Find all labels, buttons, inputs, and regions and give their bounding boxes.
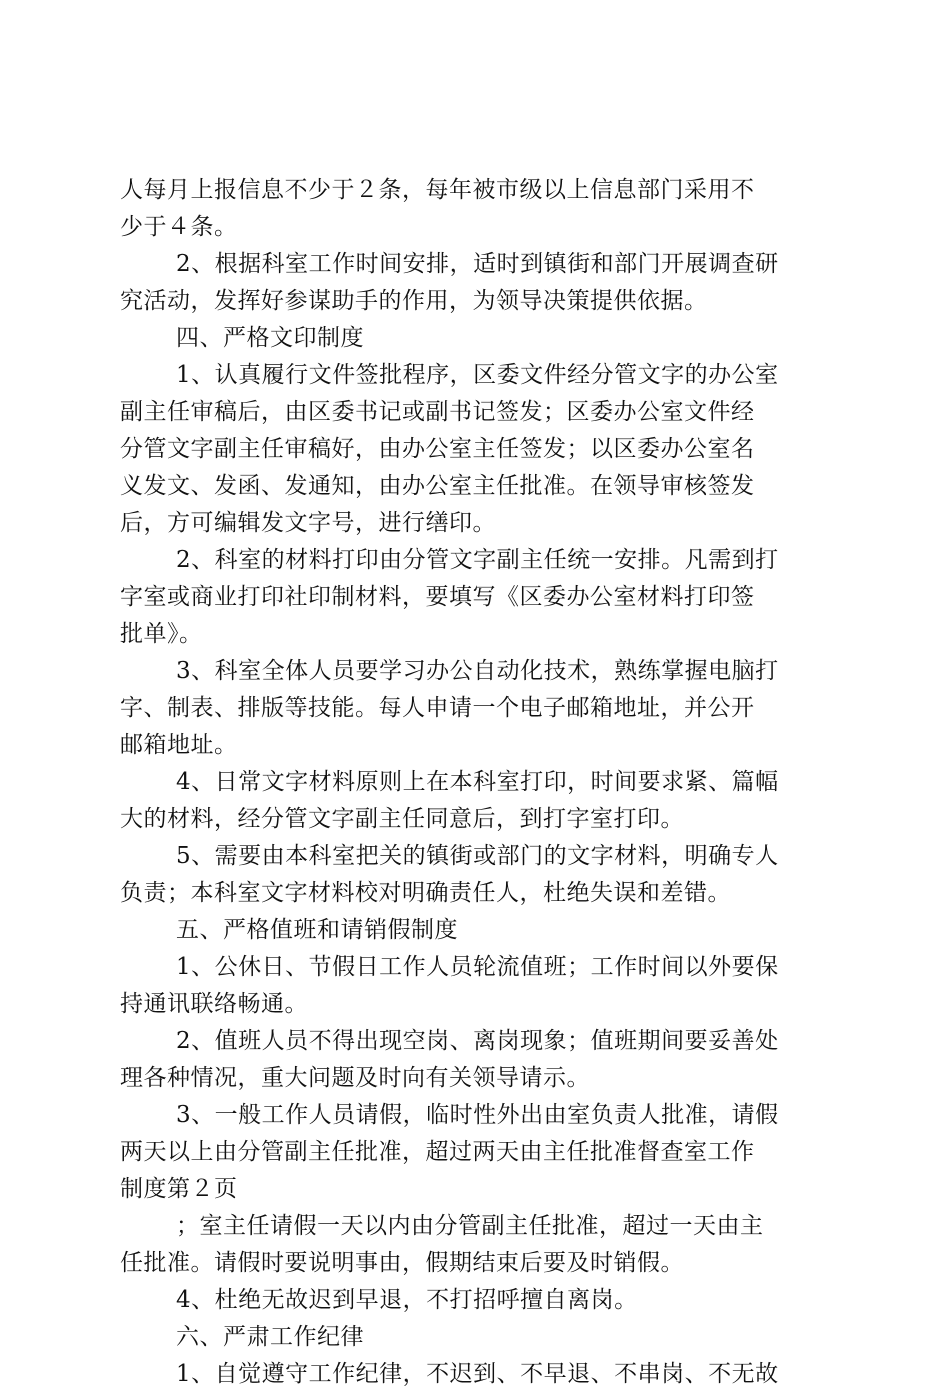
document-line: 2、根据科室工作时间安排，适时到镇街和部门开展调查研 (176, 251, 779, 277)
document-line: 1、公休日、节假日工作人员轮流值班；工作时间以外要保 (176, 954, 779, 980)
document-line: 持通讯联络畅通。 (120, 991, 308, 1017)
document-line: 五、严格值班和请销假制度 (176, 917, 458, 943)
document-line: 字室或商业打印社印制材料，要填写《区委办公室材料打印签 (120, 584, 755, 610)
document-line: 义发文、发函、发通知，由办公室主任批准。在领导审核签发 (120, 473, 755, 499)
document-line: 3、科室全体人员要学习办公自动化技术，熟练掌握电脑打 (176, 658, 779, 684)
document-line: 副主任审稿后，由区委书记或副书记签发；区委办公室文件经 (120, 399, 755, 425)
document-line: 4、杜绝无故迟到早退，不打招呼擅自离岗。 (176, 1287, 638, 1313)
document-line: 1、认真履行文件签批程序，区委文件经分管文字的办公室 (176, 362, 779, 388)
document-line: 4、日常文字材料原则上在本科室打印，时间要求紧、篇幅 (176, 769, 779, 795)
document-line: 制度第２页 (120, 1176, 238, 1202)
document-line: 分管文字副主任审稿好，由办公室主任签发；以区委办公室名 (120, 436, 755, 462)
document-line: 少于４条。 (120, 214, 238, 240)
document-line: 邮箱地址。 (120, 732, 238, 758)
document-line: 理各种情况，重大问题及时向有关领导请示。 (120, 1065, 590, 1091)
document-line: 5、需要由本科室把关的镇街或部门的文字材料，明确专人 (176, 843, 779, 869)
document-line: 批单》。 (120, 621, 203, 647)
document-line: 2、值班人员不得出现空岗、离岗现象；值班期间要妥善处 (176, 1028, 779, 1054)
document-line: 人每月上报信息不少于２条，每年被市级以上信息部门采用不 (120, 177, 755, 203)
document-line: 2、科室的材料打印由分管文字副主任统一安排。凡需到打 (176, 547, 779, 573)
document-body (120, 172, 832, 1393)
document-line: 六、严肃工作纪律 (176, 1324, 364, 1350)
document-line: ；室主任请假一天以内由分管副主任批准，超过一天由主 (176, 1213, 764, 1239)
document-line: 大的材料，经分管文字副主任同意后，到打字室打印。 (120, 806, 684, 832)
document-line: 1、自觉遵守工作纪律，不迟到、不早退、不串岗、不无故 (176, 1361, 779, 1387)
document-line: 字、制表、排版等技能。每人申请一个电子邮箱地址，并公开 (120, 695, 755, 721)
document-line: 负责；本科室文字材料校对明确责任人，杜绝失误和差错。 (120, 880, 731, 906)
document-line: 两天以上由分管副主任批准，超过两天由主任批准督查室工作 (120, 1139, 755, 1165)
document-line: 四、严格文印制度 (176, 325, 364, 351)
document-line: 后，方可编辑发文字号，进行缮印。 (120, 510, 496, 536)
document-line: 任批准。请假时要说明事由，假期结束后要及时销假。 (120, 1250, 684, 1276)
document-line: 3、一般工作人员请假，临时性外出由室负责人批准，请假 (176, 1102, 779, 1128)
document-line: 究活动，发挥好参谋助手的作用，为领导决策提供依据。 (120, 288, 708, 314)
